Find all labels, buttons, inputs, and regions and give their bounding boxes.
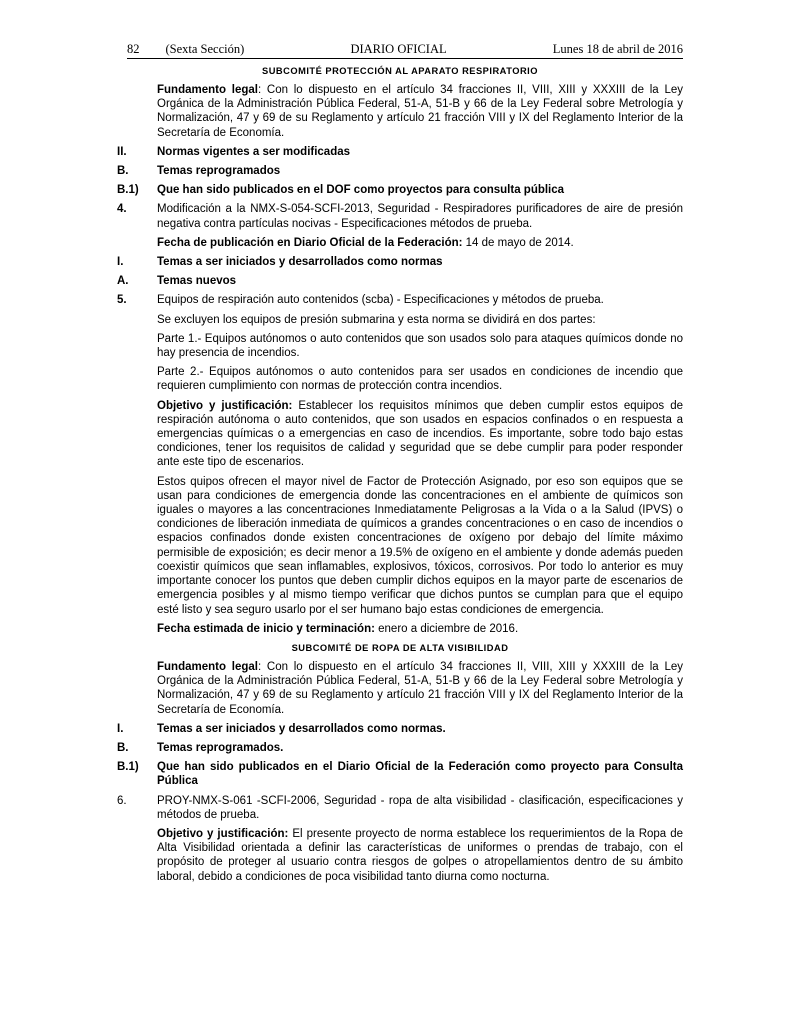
item-text: Equipos de respiración auto contenidos (scba) - Especificaciones y métodos de prueba. [157, 294, 604, 307]
list-item [117, 255, 683, 269]
list-item [117, 202, 683, 230]
page-header [127, 40, 683, 59]
item-number: B.1) [117, 184, 139, 197]
item-text: Temas a ser iniciados y desarrollados como normas [157, 256, 443, 269]
header-left [127, 42, 244, 56]
part1-paragraph: Parte 1.- Equipos autónomos o auto contenidos que son usados solo para ataques químicos donde no hay presencia de incendios. [157, 332, 683, 360]
item-number: I. [117, 256, 124, 269]
subcommittee-heading-respiratory: SUBCOMITÉ PROTECCIÓN AL APARATO RESPIRATORIO [262, 66, 538, 76]
legal-basis-text: : Con lo dispuesto en el artículo 34 fracciones II, VIII, XIII y XXXIII de la Ley Orgánica de la Administración Pública Federal, 51-A, 51-B y 66 de la Ley Federal sobre Metrología y Normalización, 47 y 69 de su Reglamento y artículo 21 fracción VIII y IX del Reglamento Interior de la Secretaría de Economía. [157, 660, 683, 716]
list-item [117, 183, 683, 197]
legal-basis-label: Fundamento legal [157, 660, 258, 673]
item-text: Temas reprogramados. [157, 741, 284, 754]
objective-text: Establecer los requisitos mínimos que deben cumplir estos equipos de respiración autónoma o auto contenidos, que son usados en espacios confinados o en respuesta a emergencias químicas o a emergencias en caso de incendios. Es importante, sobre todo bajo estas condiciones, tener los requisitos de calidad y seguridad que se debe cumplir para poder responder ante este tipo de escenarios. [157, 399, 683, 469]
item-number: 6. [117, 794, 127, 807]
item-number: B. [117, 741, 129, 754]
publication-title: DIARIO OFICIAL [350, 41, 447, 56]
item-number: B.1) [117, 761, 139, 774]
item-text: PROY-NMX-S-061 -SCFI-2006, Seguridad - ropa de alta visibilidad - clasificación, especificaciones y métodos de prueba. [157, 794, 683, 821]
item-text: Que han sido publicados en el Diario Oficial de la Federación como proyecto para Consulta Pública [157, 761, 683, 788]
subcommittee-heading-visibility: SUBCOMITÉ DE ROPA DE ALTA VISIBILIDAD [291, 642, 509, 653]
item-text: Temas reprogramados [157, 165, 281, 178]
item-number: B. [117, 165, 129, 178]
objective-text: El presente proyecto de norma establece los requerimientos de la Ropa de Alta Visibilidad orientada a definir las características de uniformes o prendas de trabajo, con el propósito de proteger al usuario contra riesgos de golpes o atropellamientos dentro de su ámbito laboral, debido a condiciones de poca visibilidad tanto diurna como nocturna. [157, 827, 683, 883]
item-text: Que han sido publicados en el DOF como proyectos para consulta pública [157, 184, 565, 197]
item-text: Normas vigentes a ser modificadas [157, 145, 351, 158]
item-number: 5. [117, 294, 127, 307]
list-item [117, 722, 683, 736]
legal-basis-paragraph [157, 83, 683, 140]
item-text: Temas nuevos [157, 275, 237, 288]
objective-paragraph [157, 399, 683, 470]
list-item [117, 145, 683, 159]
estimated-date-paragraph [157, 622, 683, 636]
publication-date-label: Fecha de publicación en Diario Oficial de la Federación: [157, 236, 463, 249]
item-number: A. [117, 275, 129, 288]
publication-date: Lunes 18 de abril de 2016 [552, 41, 683, 56]
legal-basis-paragraph [157, 660, 683, 717]
legal-basis-text: : Con lo dispuesto en el artículo 34 fracciones II, VIII, XIII y XXXIII de la Ley Orgánica de la Administración Pública Federal, 51-A, 51-B y 66 de la Ley Federal sobre Metrología y Normalización, 47 y 69 de su Reglamento y artículo 21 fracción VIII y IX del Reglamento Interior de la Secretaría de Economía. [157, 84, 683, 139]
page-number: 82 [127, 41, 140, 56]
item-text: Temas a ser iniciados y desarrollados como normas. [157, 722, 446, 735]
objective-label: Objetivo y justificación: [157, 827, 289, 840]
estimated-date-value: enero a diciembre de 2016. [374, 622, 519, 635]
item-number: 4. [117, 203, 127, 216]
section-label: (Sexta Sección) [165, 41, 245, 56]
list-item [117, 274, 683, 288]
document-page [117, 40, 683, 889]
list-item [117, 741, 683, 755]
legal-basis-label: Fundamento legal [157, 84, 258, 96]
objective-paragraph [157, 827, 683, 884]
publication-date-paragraph [157, 236, 683, 250]
list-item [117, 760, 683, 788]
item-number: I. [117, 722, 124, 735]
list-item [117, 293, 683, 307]
estimated-date-label: Fecha estimada de inicio y terminación: [157, 622, 375, 635]
list-item [117, 164, 683, 178]
item-text: Modificación a la NMX-S-054-SCFI-2013, Seguridad - Respiradores purificadores de aire de presión negativa contra partículas nocivas - Especificaciones métodos de prueba. [157, 203, 683, 230]
objective-label: Objetivo y justificación: [157, 399, 293, 412]
item-number: II. [117, 145, 127, 158]
part2-paragraph: Parte 2.- Equipos autónomos o auto contenidos para ser usados en condiciones de incendio que requieren cumplimiento con normas de protección contra incendios. [157, 366, 683, 393]
equipment-paragraph: Estos quipos ofrecen el mayor nivel de Factor de Protección Asignado, por eso son equipos que se usan para condiciones de emergencia donde las concentraciones en el ambiente de químicos son iguales o mayores a las concentraciones Inmediatamente Peligrosas a la Vida o a la Salud (IPVS) o condiciones de liberación inmediata de químicos a grandes concentraciones o en caso de incendios o espacios confinados donde existen concentraciones de oxígeno por debajo del límite máximo permisible de exposición; es decir menor a 19.5% de oxígeno en el ambiente y donde además pueden coexistir químicos que sean inflamables, explosivos, tóxicos, corrosivos. Por todo lo anterior es muy importante conocer los puntos que deben cumplir dichos equipos en la mayor parte de escenarios de emergencia posibles y al mismo tiempo verificar que dichos puntos se cumplan para que el equipo esté listo y sea seguro usarlo por el ser humano bajo estas condiciones de emergencia. [157, 475, 683, 616]
publication-date-value: 14 de mayo de 2014. [462, 236, 574, 249]
list-item [117, 794, 683, 822]
exclusion-paragraph: Se excluyen los equipos de presión submarina y esta norma se dividirá en dos partes: [157, 313, 596, 326]
